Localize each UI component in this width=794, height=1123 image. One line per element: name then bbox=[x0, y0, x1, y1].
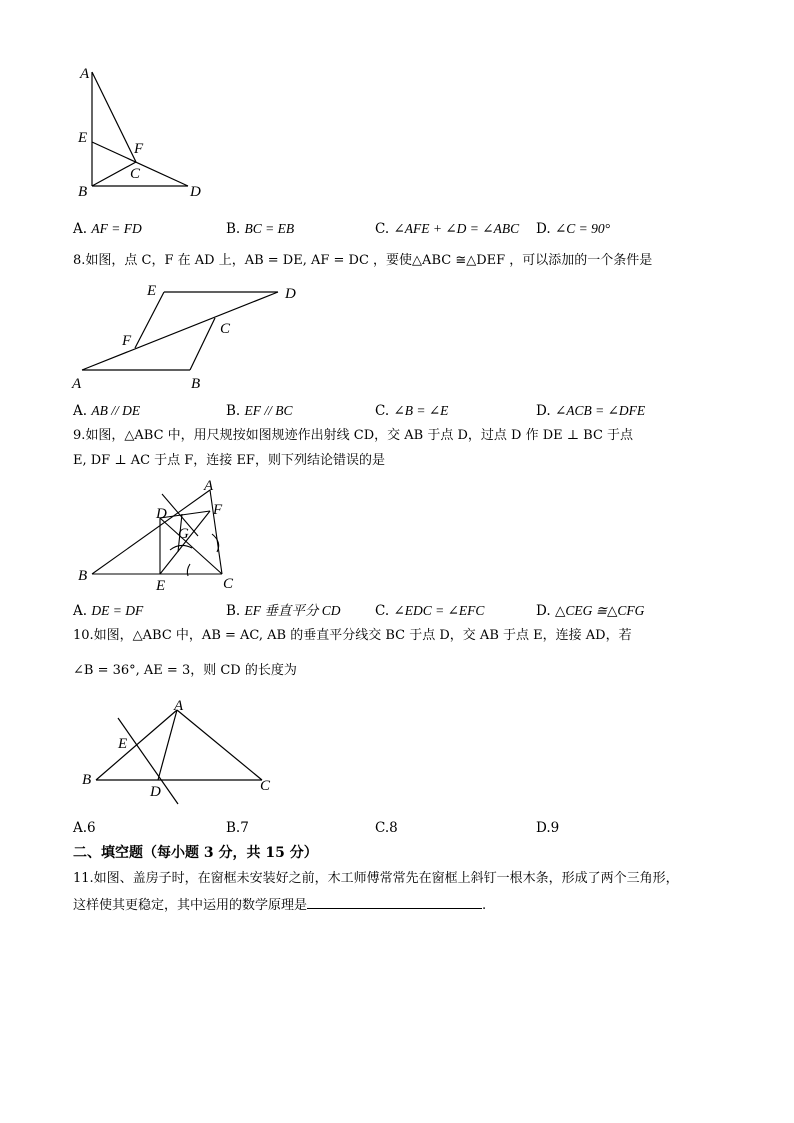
label-E: E bbox=[147, 283, 157, 299]
q8-stem: 8.如图，点 C，F 在 AD 上，AB = DE, AF = DC ，要使△ABC ≅△DEF ，可以添加的一个条件是 bbox=[73, 253, 653, 268]
q9-option-d[interactable]: D. △CEG ≅△CFG bbox=[536, 603, 645, 619]
label-C: C bbox=[223, 576, 234, 592]
label-F: F bbox=[213, 502, 223, 518]
figure-q7 bbox=[70, 62, 210, 202]
label-B: B bbox=[78, 568, 88, 584]
q7-option-d[interactable]: D. ∠C = 90° bbox=[536, 221, 611, 237]
q7-option-b[interactable]: B. BC = EB bbox=[226, 221, 295, 237]
q9-option-b[interactable]: B. EF 垂直平分 CD bbox=[226, 603, 341, 619]
q10-option-b[interactable]: B.7 bbox=[226, 820, 249, 836]
q7-option-a[interactable]: A. AF = FD bbox=[73, 221, 142, 237]
q7-option-c[interactable]: C. ∠AFE + ∠D = ∠ABC bbox=[375, 221, 520, 237]
q8-option-b[interactable]: B. EF // BC bbox=[226, 403, 293, 419]
q11-stem-line2 bbox=[73, 896, 486, 915]
label-A: A bbox=[80, 66, 90, 82]
label-D: D bbox=[285, 286, 296, 302]
q9-option-c[interactable]: C. ∠EDC = ∠EFC bbox=[375, 603, 485, 619]
label-A: A bbox=[72, 376, 82, 392]
label-D: D bbox=[190, 184, 201, 200]
figure-q9 bbox=[70, 478, 250, 593]
answer-blank[interactable] bbox=[307, 896, 482, 909]
label-E: E bbox=[118, 736, 128, 752]
q10-stem-line2: ∠B = 36°, AE = 3，则 CD 的长度为 bbox=[73, 663, 297, 678]
q9-stem-line1: 9.如图，△ABC 中，用尺规按如图规迹作出射线 CD，交 AB 于点 D，过点 D 作 DE ⊥ BC 于点 bbox=[73, 428, 634, 443]
figure-q8 bbox=[70, 278, 310, 396]
label-B: B bbox=[78, 184, 88, 200]
label-C: C bbox=[130, 166, 141, 182]
q10-option-a[interactable]: A.6 bbox=[73, 820, 96, 836]
q11-end: . bbox=[482, 898, 487, 913]
q8-option-a[interactable]: A. AB // DE bbox=[73, 403, 141, 419]
label-F: F bbox=[122, 333, 132, 349]
label-E: E bbox=[78, 130, 88, 146]
figure-q10 bbox=[70, 692, 290, 812]
section-heading: 二、填空题（每小题 3 分，共 15 分） bbox=[73, 845, 318, 861]
label-E: E bbox=[156, 578, 166, 593]
q8-option-d[interactable]: D. ∠ACB = ∠DFE bbox=[536, 403, 646, 419]
label-D: D bbox=[150, 784, 161, 800]
q11-stem-line1: 11.如图、盖房子时，在窗框未安装好之前，木工师傅常常先在窗框上斜钉一根木条，形成了两个三角形， bbox=[73, 871, 679, 886]
q8-option-c[interactable]: C. ∠B = ∠E bbox=[375, 403, 449, 419]
label-F: F bbox=[134, 141, 144, 157]
label-A: A bbox=[204, 478, 214, 494]
q10-stem-line1: 10.如图，△ABC 中，AB = AC, AB 的垂直平分线交 BC 于点 D，交 AB 于点 E，连接 AD，若 bbox=[73, 628, 632, 643]
label-C: C bbox=[220, 321, 231, 337]
q9-stem-line2: E, DF ⊥ AC 于点 F，连接 EF，则下列结论错误的是 bbox=[73, 453, 385, 468]
label-G: G bbox=[178, 526, 189, 542]
label-B: B bbox=[191, 376, 201, 392]
q9-option-a[interactable]: A. DE = DF bbox=[73, 603, 144, 619]
label-B: B bbox=[82, 772, 92, 788]
q10-option-c[interactable]: C.8 bbox=[375, 820, 398, 836]
label-A: A bbox=[174, 698, 184, 714]
q10-option-d[interactable]: D.9 bbox=[536, 820, 560, 836]
q11-stem-text: 这样使其更稳定，其中运用的数学原理是 bbox=[73, 898, 308, 913]
label-D: D bbox=[156, 506, 167, 522]
label-C: C bbox=[260, 778, 271, 794]
